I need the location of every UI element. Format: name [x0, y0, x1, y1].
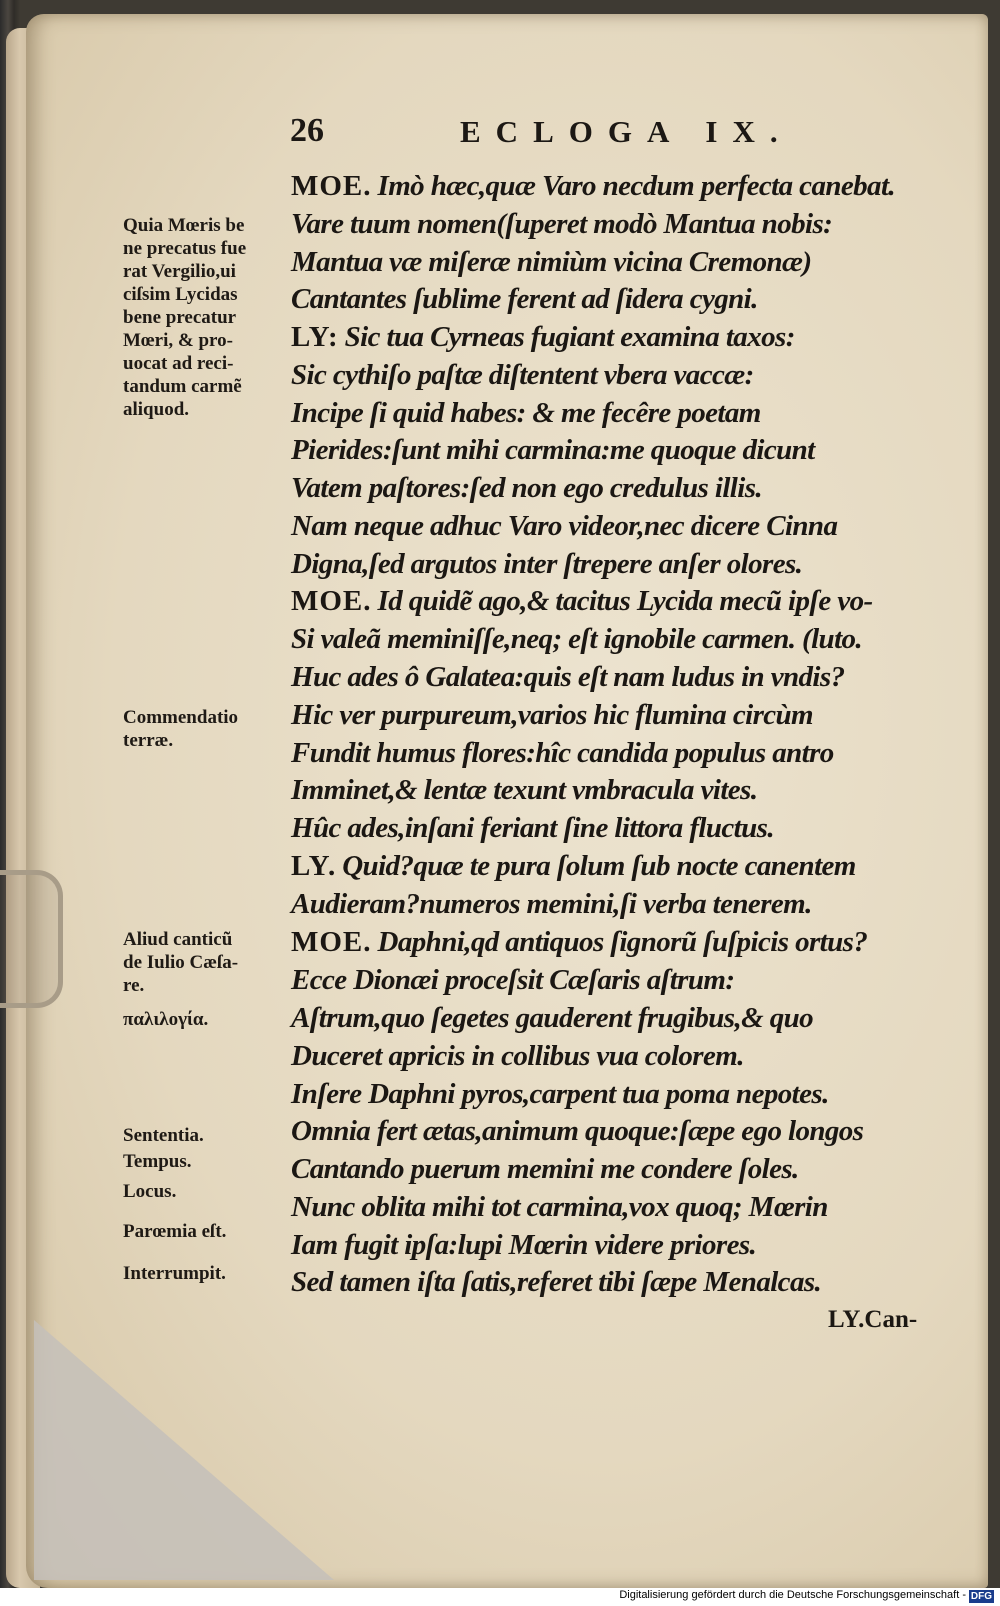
book-clasp [0, 870, 63, 1008]
marginal-note-line: Commendatio [123, 707, 239, 728]
verse-line [291, 397, 761, 430]
verse-text-line: Iam fugit ipſa:lupi Mœrin videre priores. [291, 1229, 757, 1261]
verse-line [291, 246, 811, 279]
verse-text-line: Ecce Dionæi proceſsit Cæſaris aſtrum: [291, 964, 735, 996]
marginal-note-line: re. [123, 975, 145, 996]
marginal-note-line: Interrumpit. [123, 1263, 226, 1284]
catchword: LY.Can- [828, 1306, 918, 1333]
marginal-note-line: de Iulio Cæſa- [123, 952, 239, 973]
verse-text-line: Audieram?numeros memini,ſi verba tenerem. [291, 888, 812, 920]
verse-line [291, 774, 757, 807]
verse-text-line: Omnia fert ætas,animum quoque:ſæpe ego longos [291, 1115, 864, 1147]
marginal-note-line: ciſsim Lycidas [123, 284, 238, 305]
verse-text-line: Digna,ſed argutos inter ſtrepere anſer olores. [291, 548, 803, 580]
verse-text-line: Mantua væ miſeræ nimiùm vicina Cremonæ) [291, 246, 812, 278]
marginal-note-line: Parœmia eſt. [123, 1221, 227, 1242]
verse-line [291, 926, 867, 959]
verse-line [291, 1191, 828, 1224]
marginal-note [123, 1262, 288, 1285]
marginal-note [123, 214, 288, 421]
marginal-note [123, 1124, 288, 1147]
verse-text-line: Nam neque adhuc Varo videor,nec dicere Cinna [291, 510, 838, 542]
verse-text-line: Duceret apricis in collibus vua colorem. [291, 1040, 744, 1072]
verse-line [291, 888, 812, 921]
verse-line [291, 1153, 799, 1186]
verse-line [291, 1266, 821, 1299]
verse-text-line: Hûc ades,inſani feriant ſine littora fluctus. [291, 812, 774, 844]
verse-text-line: Cantantes ſublime ferent ad ſidera cygni. [291, 283, 758, 315]
marginal-note-line: bene precatur [123, 307, 237, 328]
verse-text-line: Sic cythiſo paſtæ diſtentent vbera vaccæ: [291, 359, 754, 391]
verse-line [291, 850, 856, 883]
page-number: 26 [290, 112, 324, 149]
marginal-note-line: παλιλογία. [123, 1009, 209, 1030]
verse-line [291, 737, 834, 770]
marginal-note-line: terræ. [123, 730, 174, 751]
verse-line [291, 321, 795, 354]
marginal-note-line: Mœri, & pro- [123, 330, 233, 351]
verse-line [291, 283, 758, 316]
speaker-label: MOE. [291, 170, 372, 202]
verse-line [291, 548, 802, 581]
marginal-note-line: tandum carmẽ [123, 376, 242, 397]
verse-text-line: Sic tua Cyrneas fugiant examina taxos: [344, 321, 795, 353]
marginal-note-line: Quia Mœris be [123, 215, 245, 236]
verse-text-line: Imminet,& lentæ texunt vmbracula vites. [291, 774, 758, 806]
verse-line [291, 434, 815, 467]
running-head: ECLOGA IX. [460, 114, 793, 149]
speaker-label: LY. [291, 850, 337, 882]
speaker-label: LY: [291, 321, 339, 353]
marginal-note [123, 1220, 288, 1243]
marginal-note [123, 1008, 288, 1031]
footer-credit: Digitalisierung gefördert durch die Deutsche Forschungsgemeinschaft - [619, 1589, 966, 1601]
verse-text-line: Vatem paſtores:ſed non ego credulus illis. [291, 472, 763, 504]
marginal-note-line: uocat ad reci- [123, 353, 234, 374]
verse-line [291, 170, 895, 203]
marginal-note-line: rat Vergilio,ui [123, 261, 236, 282]
verse-line [291, 208, 832, 241]
marginal-note-line: aliquod. [123, 399, 190, 420]
verse-text-line: Inſere Daphni pyros,carpent tua poma nepotes. [291, 1078, 829, 1110]
page-header [290, 112, 850, 162]
verse-line [291, 472, 762, 505]
verse-text-line: Fundit humus flores:hîc candida populus antro [291, 737, 834, 769]
verse-text-line: Imò hæc,quæ Varo necdum perfecta canebat. [377, 170, 896, 202]
marginal-note [123, 706, 288, 752]
verse-text-line: Quid?quæ te pura ſolum ſub nocte canentem [342, 850, 856, 882]
speaker-label: MOE. [291, 585, 372, 617]
verse-text-line: Sed tamen iſta ſatis,referet tibi ſæpe Menalcas. [291, 1266, 822, 1298]
verse-line [291, 1115, 863, 1148]
marginal-note [123, 928, 288, 997]
dfg-logo: DFG [970, 1591, 992, 1602]
marginal-note-line: Locus. [123, 1181, 177, 1202]
marginal-note [123, 1180, 288, 1203]
verse-line [291, 510, 837, 543]
verse-line [291, 1078, 829, 1111]
verse-line [291, 661, 844, 694]
verse-text-line: Si valeã meminiſſe,neq; eſt ignobile carmen. (luto. [291, 623, 863, 655]
verse-line [291, 1229, 756, 1262]
verse-line [291, 699, 813, 732]
marginal-note [123, 1150, 288, 1173]
verse-text-line: Aſtrum,quo ſegetes gauderent frugibus,& quo [291, 1002, 814, 1034]
verse-line [291, 964, 734, 997]
marginal-note-line: ne precatus fue [123, 238, 247, 259]
verse-text-line: Incipe ſi quid habes: & me fecêre poetam [291, 397, 761, 429]
verse-text-line: Id quidẽ ago,& tacitus Lycida mecũ ipſe vo- [377, 585, 873, 617]
verse-text-line: Cantando puerum memini me condere ſoles. [291, 1153, 799, 1185]
verse-text-line: Daphni,qd antiquos ſignorũ ſuſpicis ortus? [377, 926, 868, 958]
marginal-note-line: Sententia. [123, 1125, 204, 1146]
verse-text-line: Nunc oblita mihi tot carmina,vox quoq; Mœrin [291, 1191, 828, 1223]
marginal-note-line: Tempus. [123, 1151, 192, 1172]
verse-text-line: Huc ades ô Galatea:quis eſt nam ludus in vndis? [291, 661, 845, 693]
verse-text-line: Vare tuum nomen(ſuperet modò Mantua nobis: [291, 208, 833, 240]
verse-line [291, 812, 774, 845]
verse-line [291, 359, 754, 392]
verse-text-line: Hic ver purpureum,varios hic flumina circùm [291, 699, 814, 731]
marginal-note-line: Aliud canticũ [123, 929, 233, 950]
verse-line [291, 1040, 744, 1073]
verse-line [291, 1002, 813, 1035]
verse-line [291, 623, 862, 656]
verse-line [291, 585, 873, 618]
speaker-label: MOE. [291, 926, 372, 958]
verse-text-line: Pierides:ſunt mihi carmina:me quoque dicunt [291, 434, 815, 466]
page-corner-fold [34, 1320, 334, 1580]
